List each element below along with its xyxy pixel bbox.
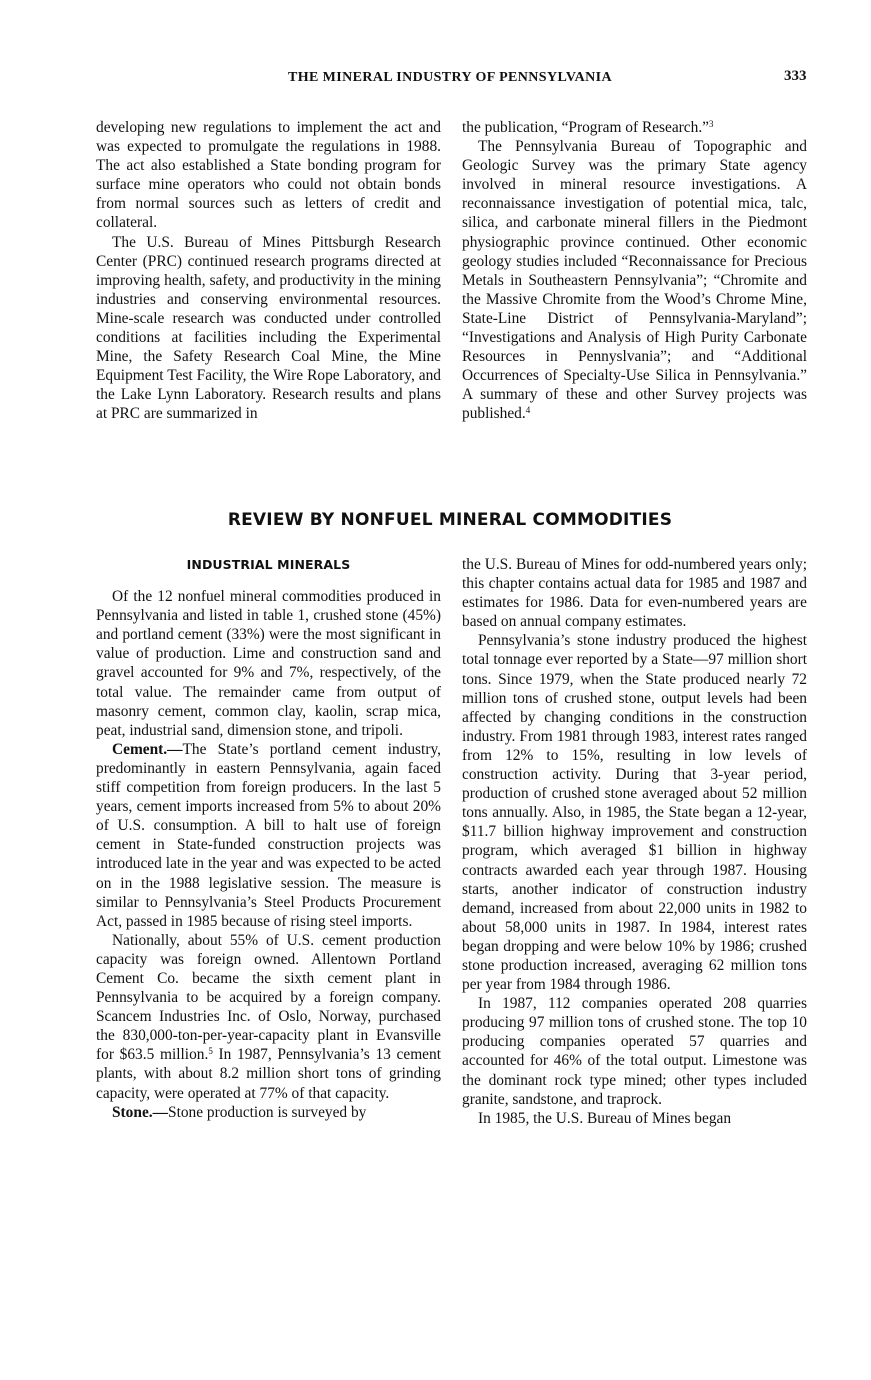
paragraph: In 1985, the U.S. Bureau of Mines began [478, 1109, 732, 1127]
footnote-ref: 3 [709, 119, 714, 129]
section-heading: REVIEW BY NONFUEL MINERAL COMMODITIES [227, 510, 673, 530]
paragraph-text: the publication, “Program of Research.” [462, 119, 710, 136]
paragraph: Pennsylvania’s stone industry produced the highest total tonnage ever reported by a State—97 million short tons. Since 1979, when the State produced nearly 72 million tons of crushed stone, output levels had been affected by changing conditions in the construction industry. From 1981 through 1983, interest rates ranged from 12% to 15%, resulting in low levels of construction activity. During that 3-year period, production of crushed stone averaged about 52 million tons annually. Also, in 1985, the State began a 12-year, $11.7 billion highway improvement and construction program, which averaged $1 billion in highway contracts awarded each year through 1987. Housing starts, another indicator of construction industry demand, increased from about 22,000 units in 1982 to about 58,000 units in 1987. In 1984, interest rates began dropping and were below 10% by 1986; crushed stone production increased, averaging 62 million tons per year from 1984 through 1986. [462, 632, 807, 994]
paragraph: In 1987, 112 companies operated 208 quarries producing 97 million tons of crushed stone. The top 10 producing companies operated 57 quarries and accounted for 46% of the total output. Limestone was the dominant rock type mined; other types included granite, sandstone, and traprock. [462, 995, 807, 1108]
paragraph-text: Nationally, about 55% of U.S. cement production capacity was foreign owned. Allentown Portland Cement Co. became the sixth cement plant in Pennsylvania to be acquired by a foreign company. Scancem Industries Inc. of Oslo, Norway, purchased the 830,000-ton-per-year-capacity plant in Evansville for $63.5 million. [96, 931, 441, 1064]
run-in-heading-cement: Cement.— [112, 740, 183, 758]
paragraph [462, 137, 807, 423]
paragraph-text: In 1987, Pennsylvania’s 13 cement plants, with about 8.2 million short tons of grinding capacity, were operated at 77% of that capacity. [96, 1046, 441, 1102]
paragraph [96, 1103, 441, 1122]
paragraph: The U.S. Bureau of Mines Pittsburgh Research Center (PRC) continued research programs directed at improving health, safety, and productivity in the mining industries and conserving environmental resources. Mine-scale research was conducted under controlled conditions at facilities including the Experimental Mine, the Safety Research Coal Mine, the Mine Equipment Test Facility, the Wire Rope Laboratory, and the Lake Lynn Laboratory. Research results and plans at PRC are summarized in [96, 233, 441, 423]
bottom-right-column [462, 555, 807, 1128]
paragraph [462, 118, 807, 137]
run-in-heading-stone: Stone.— [112, 1103, 169, 1121]
paragraph: the U.S. Bureau of Mines for odd-numbered years only; this chapter contains actual data for 1985 and 1987 and estimates for 1986. Data for even-numbered years are based on annual company estimates. [462, 556, 807, 631]
bottom-left-column [96, 555, 441, 1122]
paragraph [96, 931, 441, 1103]
paragraph-text: Stone production is surveyed by [168, 1103, 367, 1121]
paragraph-text: The State’s portland cement industry, predominantly in eastern Pennsylvania, again faced stiff competition from foreign producers. In the last 5 years, cement imports increased from 5% to about 20% of U.S. consumption. A bill to halt use of foreign cement in State-funded construction projects was introduced late in the year and was expected to be acted on in the 1988 legislative session. The measure is similar to Pennsylvania’s Steel Products Procurement Act, passed in 1985 because of rising steel imports. [96, 740, 441, 930]
top-left-column [96, 118, 441, 424]
footnote-ref: 4 [525, 405, 531, 416]
subsection-heading: INDUSTRIAL MINERALS [186, 557, 351, 572]
footnote-ref: 5 [208, 1046, 213, 1057]
paragraph: Of the 12 nonfuel mineral commodities produced in Pennsylvania and listed in table 1, crushed stone (45%) and portland cement (33%) were the most significant in value of production. Lime and construction sand and gravel accounted for 9% and 7%, respectively, of the total value. The remainder came from output of masonry cement, common clay, kaolin, scrap mica, peat, industrial sand, dimension stone, and tripoli. [96, 588, 441, 739]
paragraph [96, 740, 441, 931]
paragraph-text: The Pennsylvania Bureau of Topographic and Geologic Survey was the primary State agency involved in mineral resource investigations. A reconnaissance investigation of potential mica, talc, silica, and carbonate mineral fillers in the Piedmont physiographic province continued. Other economic geology studies included “Reconnaissance for Precious Metals in Southeastern Pennsylvania”; “Chromite and the Massive Chromite from the Wood’s Chrome Mine, State-Line District of Pennsylvania-Maryland”; “Investigations and Analysis of High Purity Carbonate Resources in Pennyslvania”; and “Additional Occurrences of Specialty-Use Silica in Pennsylvania.” A summary of these and other Survey projects was published. [462, 138, 807, 423]
paragraph: developing new regulations to implement the act and was expected to promulgate the regulations in 1988. The act also established a State bonding program for surface mine operators who could not obtain bonds from normal sources such as letters of credit and collateral. [96, 119, 441, 232]
top-right-column [462, 118, 807, 424]
page-number: 333 [784, 68, 807, 84]
running-title: THE MINERAL INDUSTRY OF PENNSYLVANIA [287, 70, 613, 85]
